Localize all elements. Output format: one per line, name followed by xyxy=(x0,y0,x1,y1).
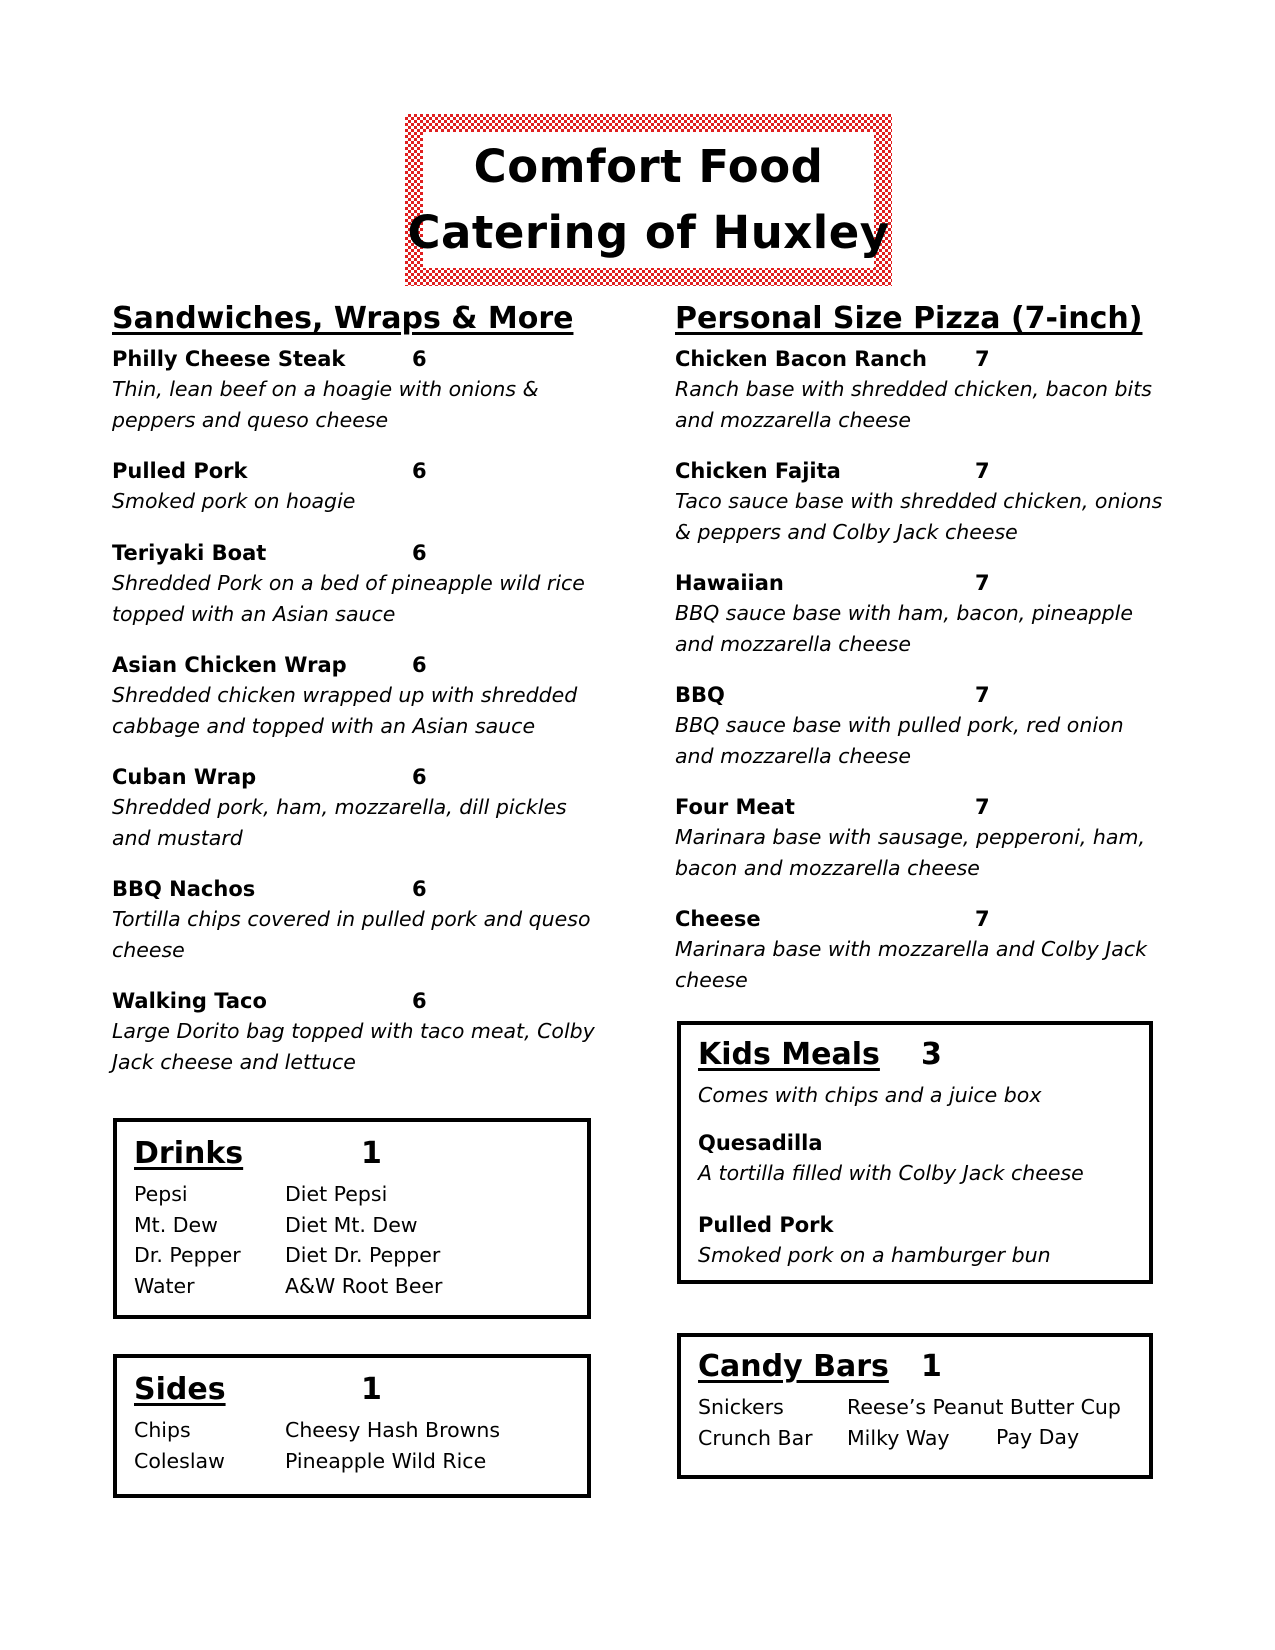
item-name: Hawaiian xyxy=(675,571,784,595)
item-name: Teriyaki Boat xyxy=(112,541,267,565)
item-price: 6 xyxy=(412,653,427,677)
kids-heading: Kids Meals xyxy=(698,1037,880,1072)
title-line-2: Catering of Huxley xyxy=(407,206,890,259)
sides-heading: Sides xyxy=(134,1372,226,1407)
item-description: Smoked pork on a hamburger bun xyxy=(698,1243,1051,1267)
item-price: 7 xyxy=(975,907,990,931)
item-name: Walking Taco xyxy=(112,989,267,1013)
side-item: Pineapple Wild Rice xyxy=(285,1448,487,1473)
item-description: Taco sauce base with shredded chicken, onions & peppers and Colby Jack cheese xyxy=(675,489,1163,544)
item-price: 7 xyxy=(975,459,990,483)
title-banner xyxy=(405,114,892,286)
candy-price: 1 xyxy=(921,1349,942,1384)
side-item: Coleslaw xyxy=(134,1448,225,1473)
candy-heading: Candy Bars xyxy=(698,1349,889,1384)
title-line-1: Comfort Food xyxy=(473,140,824,193)
drinks-price: 1 xyxy=(361,1136,382,1171)
item-price: 7 xyxy=(975,683,990,707)
item-description: Large Dorito bag topped with taco meat, Colby Jack cheese and lettuce xyxy=(112,1019,595,1074)
item-price: 6 xyxy=(412,459,427,483)
item-name: Chicken Bacon Ranch xyxy=(675,347,927,371)
menu-item xyxy=(675,904,1165,995)
menu-item xyxy=(675,680,1165,771)
item-name: Four Meat xyxy=(675,795,795,819)
menu-item xyxy=(675,792,1165,883)
menu-item xyxy=(112,762,597,853)
drinks-heading: Drinks xyxy=(134,1136,244,1171)
candy-col-3 xyxy=(996,1422,1079,1453)
item-price: 6 xyxy=(412,877,427,901)
menu-item xyxy=(675,344,1165,435)
item-price: 6 xyxy=(412,765,427,789)
kids-item xyxy=(698,1210,1051,1270)
item-description: BBQ sauce base with pulled pork, red onion and mozzarella cheese xyxy=(675,713,1124,768)
sides-col-2 xyxy=(285,1415,500,1476)
item-name: Quesadilla xyxy=(698,1131,823,1155)
drink-item: Water xyxy=(134,1273,195,1298)
item-price: 6 xyxy=(412,989,427,1013)
item-name: Pulled Pork xyxy=(698,1213,834,1237)
item-name: Pulled Pork xyxy=(112,459,248,483)
menu-item xyxy=(112,874,597,965)
item-name: BBQ Nachos xyxy=(112,877,256,901)
item-name: Cuban Wrap xyxy=(112,765,257,789)
side-item: Cheesy Hash Browns xyxy=(285,1418,501,1442)
item-description: Shredded pork, ham, mozzarella, dill pickles and mustard xyxy=(112,795,567,850)
kids-item xyxy=(698,1128,1084,1188)
item-name: BBQ xyxy=(675,683,725,707)
title-inner xyxy=(407,132,890,268)
candy-item: Snickers xyxy=(698,1395,784,1419)
item-price: 6 xyxy=(412,541,427,565)
item-description: Ranch base with shredded chicken, bacon bits and mozzarella cheese xyxy=(675,377,1152,432)
menu-item xyxy=(112,538,597,629)
item-description: Marinara base with sausage, pepperoni, ham, bacon and mozzarella cheese xyxy=(675,825,1145,880)
item-name: Cheese xyxy=(675,907,761,931)
pizza-heading: Personal Size Pizza (7-inch) xyxy=(675,301,1143,336)
item-price: 6 xyxy=(412,347,427,371)
drink-item: Diet Mt. Dew xyxy=(285,1212,418,1237)
item-name: Chicken Fajita xyxy=(675,459,841,483)
menu-item xyxy=(112,344,597,435)
item-description: BBQ sauce base with ham, bacon, pineapple and mozzarella cheese xyxy=(675,601,1133,656)
drinks-col-2 xyxy=(285,1179,442,1301)
menu-item xyxy=(112,650,597,741)
side-item: Chips xyxy=(134,1418,191,1442)
menu-item xyxy=(112,986,597,1077)
drink-item: Pepsi xyxy=(134,1182,188,1206)
item-description: Marinara base with mozzarella and Colby Jack cheese xyxy=(675,937,1147,992)
drinks-box xyxy=(113,1118,591,1319)
sides-box xyxy=(113,1354,591,1498)
sides-price: 1 xyxy=(361,1372,382,1407)
kids-price: 3 xyxy=(921,1037,942,1072)
drink-item: Diet Pepsi xyxy=(285,1182,388,1206)
item-price: 7 xyxy=(975,571,990,595)
item-price: 7 xyxy=(975,795,990,819)
candy-item: Pay Day xyxy=(996,1425,1080,1449)
item-description: Shredded Pork on a bed of pineapple wild rice topped with an Asian sauce xyxy=(112,571,585,626)
candy-col-1 xyxy=(698,1392,813,1453)
item-description: A tortilla filled with Colby Jack cheese xyxy=(698,1161,1084,1185)
candy-item: Milky Way xyxy=(847,1425,950,1450)
drink-item: Mt. Dew xyxy=(134,1212,218,1237)
kids-meals-box xyxy=(677,1021,1153,1284)
item-description: Thin, lean beef on a hoagie with onions & peppers and queso cheese xyxy=(112,377,539,432)
drinks-col-1 xyxy=(134,1179,241,1301)
drink-item: Diet Dr. Pepper xyxy=(285,1243,441,1267)
menu-item xyxy=(675,568,1165,659)
item-name: Philly Cheese Steak xyxy=(112,347,346,371)
item-name: Asian Chicken Wrap xyxy=(112,653,347,677)
item-description: Tortilla chips covered in pulled pork and queso cheese xyxy=(112,907,591,962)
menu-item xyxy=(112,456,597,517)
candy-item: Reese’s Peanut Butter Cup xyxy=(847,1395,1121,1419)
item-description: Smoked pork on hoagie xyxy=(112,489,356,513)
item-price: 7 xyxy=(975,347,990,371)
candy-bars-box xyxy=(677,1333,1153,1479)
sides-col-1 xyxy=(134,1415,225,1476)
candy-item: Crunch Bar xyxy=(698,1425,813,1450)
kids-note: Comes with chips and a juice box xyxy=(698,1083,1042,1107)
menu-item xyxy=(675,456,1165,547)
candy-col-2 xyxy=(847,1392,1121,1453)
sandwiches-heading: Sandwiches, Wraps & More xyxy=(112,301,574,336)
item-description: Shredded chicken wrapped up with shredded cabbage and topped with an Asian sauce xyxy=(112,683,578,738)
drink-item: Dr. Pepper xyxy=(134,1243,241,1267)
drink-item: A&W Root Beer xyxy=(285,1273,443,1298)
